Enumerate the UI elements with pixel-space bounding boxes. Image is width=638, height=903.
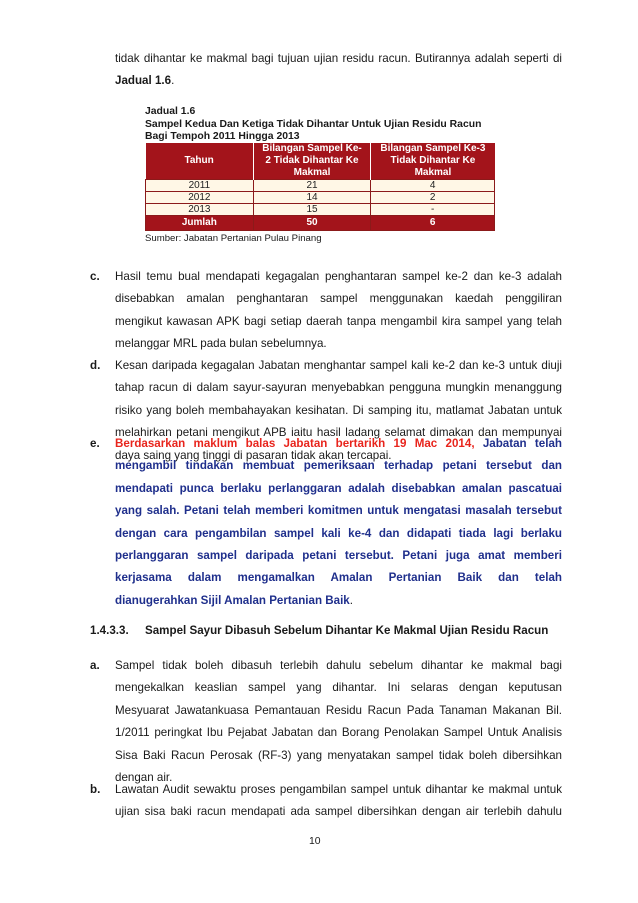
second-sample-cell: 21 bbox=[253, 179, 371, 191]
col2-header-line-1: Bilangan Sampel Ke- bbox=[253, 143, 371, 155]
para-d-line: risiko yang boleh membahayakan kesihatan. Di samping itu, matlamat Jabatan untuk bbox=[115, 403, 562, 417]
para-b-letter: b. bbox=[90, 783, 101, 796]
section-title: Sampel Sayur Dibasuh Sebelum Dihantar Ke Makmal Ujian Residu Racun bbox=[145, 624, 549, 637]
para-a-line: mengekalkan keaslian sampel yang dihantar. Ini selaras dengan keputusan bbox=[115, 681, 562, 695]
para-b-line: Lawatan Audit sewaktu proses pengambilan sampel untuk dihantar ke makmal untuk bbox=[115, 783, 562, 796]
total-third: 6 bbox=[371, 215, 495, 230]
para-d-line: Kesan daripada kegagalan Jabatan menghantar sampel kali ke-2 dan ke-3 untuk diuji bbox=[115, 359, 562, 372]
table-source: Sumber: Jabatan Pertanian Pulau Pinang bbox=[145, 232, 322, 244]
data-table bbox=[145, 143, 495, 231]
para-e-line: perlanggaran sampel daripada petani tersebut. Petani juga amat memberi bbox=[115, 548, 562, 562]
col2-header-line-3: Makmal bbox=[253, 167, 371, 180]
third-sample-cell: 4 bbox=[371, 179, 495, 191]
table-header-row-1 bbox=[146, 143, 495, 155]
para-d-line: tahap racun di dalam sayur-sayuran menyebabkan pengguna mungkin menanggung bbox=[115, 381, 562, 395]
table-title-line-2: Bagi Tempoh 2011 Hingga 2013 bbox=[145, 131, 300, 143]
response-date-text: Berdasarkan maklum balas Jabatan bertarikh 19 Mac 2014, bbox=[115, 437, 475, 450]
table-reference: Jadual 1.6 bbox=[115, 74, 172, 88]
para-d-letter: d. bbox=[90, 359, 101, 372]
para-e-last-text: dianugerahkan Sijil Amalan Pertanian Baik bbox=[115, 593, 350, 607]
table-title-line-1: Sampel Kedua Dan Ketiga Tidak Dihantar Untuk Ujian Residu Racun bbox=[145, 118, 482, 130]
para-c bbox=[115, 266, 562, 356]
section-number: 1.4.3.3. bbox=[90, 624, 129, 637]
para-e-last-line bbox=[115, 590, 562, 612]
intro-line-1: tidak dihantar ke makmal bagi tujuan ujian residu racun. Butirannya adalah seperti di bbox=[115, 52, 562, 65]
table-row bbox=[146, 179, 495, 191]
table-label: Jadual 1.6 bbox=[145, 106, 196, 117]
col3-header-line-2: Tidak Dihantar Ke bbox=[371, 155, 495, 167]
col3-header-line-3: Makmal bbox=[371, 167, 495, 180]
para-b-line: ujian sisa baki racun mendapati ada sampel dibersihkan dengan air terlebih dahulu bbox=[115, 805, 562, 819]
para-e-line: kerjasama dalam mengamalkan Amalan Pertanian Baik dan telah bbox=[115, 571, 562, 585]
para-e-letter: e. bbox=[90, 437, 100, 450]
para-e bbox=[115, 433, 562, 612]
para-c-line: disebabkan amalan penghantaran sampel menggunakan kaedah penggiliran bbox=[115, 292, 562, 306]
table-block bbox=[145, 106, 500, 244]
para-c-line: Hasil temu bual mendapati kegagalan penghantaran sampel ke-2 dan ke-3 adalah bbox=[115, 270, 562, 283]
para-a-line: Sisa Baki Racun Perosak (RF-3) yang menyatakan sampel tidak boleh dibersihkan bbox=[115, 748, 562, 762]
para-e-line-1 bbox=[115, 433, 562, 455]
year-cell: 2012 bbox=[146, 191, 254, 203]
para-e-line: mendapati punca berlaku perlanggaran adalah disebabkan amalan pascatuai bbox=[115, 481, 562, 495]
table-total-row bbox=[146, 215, 495, 230]
para-c-line: melanggar MRL pada bulan sebelumnya. bbox=[115, 337, 327, 351]
para-a-letter: a. bbox=[90, 659, 100, 672]
para-e-line: yang salah. Petani telah memberi komitmen untuk mengatasi masalah tersebut bbox=[115, 504, 562, 518]
para-a-line: Sampel tidak boleh dibasuh terlebih dahulu sebelum dihantar ke makmal bagi bbox=[115, 659, 562, 672]
para-e-last-suffix: . bbox=[349, 593, 353, 607]
table-row bbox=[146, 203, 495, 215]
col2-header-line-2: 2 Tidak Dihantar Ke bbox=[253, 155, 371, 167]
para-b bbox=[115, 779, 562, 824]
para-d-line: daya saing yang tinggi di pasaran tidak akan tercapai. bbox=[115, 448, 392, 462]
table-header-row-2 bbox=[146, 155, 495, 167]
third-sample-cell: - bbox=[371, 203, 495, 215]
para-e-line: mengambil tindakan membuat pemeriksaan terhadap petani tersebut dan bbox=[115, 459, 562, 473]
total-second: 50 bbox=[253, 215, 371, 230]
para-d-line: melahirkan petani mengikut APB iaitu hasil ladang selamat dimakan dan mempunyai bbox=[115, 426, 562, 440]
para-c-line: mengikut kawasan APK bagi setiap daerah tanpa mengambil kira sampel yang telah bbox=[115, 314, 562, 328]
para-e-blue-start: Jabatan telah bbox=[482, 437, 562, 450]
total-label: Jumlah bbox=[146, 215, 254, 230]
para-c-letter: c. bbox=[90, 270, 100, 283]
table-header-row-3 bbox=[146, 167, 495, 180]
second-sample-cell: 14 bbox=[253, 191, 371, 203]
para-a-line: dengan air. bbox=[115, 770, 173, 784]
intro-paragraph bbox=[115, 48, 562, 93]
col3-header-line-1: Bilangan Sampel Ke-3 bbox=[371, 143, 495, 155]
para-a-line: Mesyuarat Jawatankuasa Pemantauan Residu Racun Pada Tanaman Makanan Bil. bbox=[115, 703, 562, 717]
year-cell: 2013 bbox=[146, 203, 254, 215]
col1-header: Tahun bbox=[146, 155, 254, 167]
table-row bbox=[146, 191, 495, 203]
para-e-line: dengan cara pengambilan sampel kali ke-4 dan didapati tiada lagi berlaku bbox=[115, 526, 562, 540]
page-number: 10 bbox=[309, 836, 321, 847]
para-a bbox=[115, 655, 562, 789]
para-a-line: 1/2011 peringkat Ibu Pejabat Jabatan dan Borang Penolakan Sampel Untuk Analisis bbox=[115, 726, 562, 740]
intro-line-2 bbox=[115, 70, 562, 92]
second-sample-cell: 15 bbox=[253, 203, 371, 215]
year-cell: 2011 bbox=[146, 179, 254, 191]
intro-line-2-suffix: . bbox=[171, 74, 175, 88]
third-sample-cell: 2 bbox=[371, 191, 495, 203]
